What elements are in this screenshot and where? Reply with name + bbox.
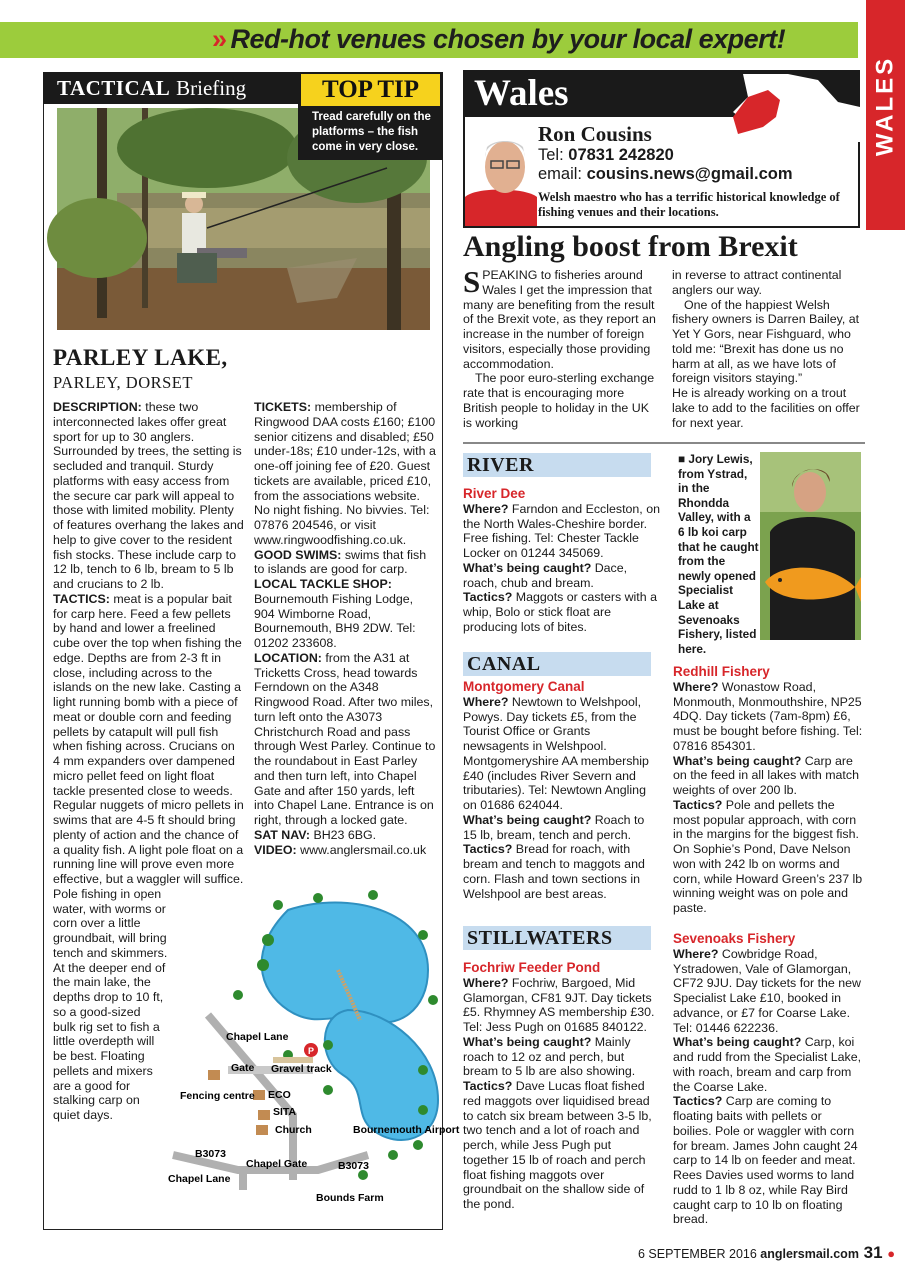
map-label-chapel-lane-bottom: Chapel Lane [168, 1173, 231, 1185]
photo-caption: ■ Jory Lewis, from Ystrad, in the Rhondda Valley, with a 6 lb koi carp that he caught from the newly opened Specialist Lake at Sevenoaks Fishery, listed here. [678, 452, 759, 656]
story-paragraph-4: One of the happiest Welsh fishery owners is Darren Bailey, at Yet Y Gors, near Fishguard, who told me: “Brexit has done us no harm at all, as we have lots of foreign visitors staying.” [672, 297, 860, 386]
expert-name: Ron Cousins [538, 122, 652, 146]
region-title: Wales [474, 73, 569, 114]
banner-headline: » Red-hot venues chosen by your local expert! [212, 24, 786, 54]
venue-title: PARLEY LAKE, [53, 345, 228, 370]
page-number: 31 [858, 1243, 888, 1262]
square-bullet-icon: ■ [678, 452, 689, 466]
fochriw-venue-name: Fochriw Feeder Pond [463, 960, 601, 975]
expert-description: Welsh maestro who has a terrific historical knowledge of fishing venues and their locations. [538, 190, 840, 219]
story-paragraph-3: in reverse to attract continental anglers our way. [672, 268, 842, 297]
venue-location: PARLEY, DORSET [53, 373, 193, 392]
tackle-shop-paragraph: LOCAL TACKLE SHOP: Bournemouth Fishing Lodge, 904 Wimborne Road, Bournemouth, BH9 2DW. Tel: 01202 233608. [254, 577, 416, 650]
story-headline: Angling boost from Brexit [463, 230, 798, 263]
map-label-airport: Bournemouth Airport [353, 1124, 460, 1136]
page-footer: 6 SEPTEMBER 2016 anglersmail.com 31 ● [638, 1243, 896, 1262]
expert-portrait [465, 117, 537, 226]
canal-venue-name: Montgomery Canal [463, 679, 585, 694]
video-paragraph: VIDEO: www.anglersmail.co.uk [254, 842, 427, 857]
map-label-church: Church [275, 1124, 312, 1136]
red-dot-icon: ● [887, 1246, 896, 1261]
tactics-paragraph-narrow: Pole fishing in open water, with worms or corn over a little groundbait, will bring tench and skimmers. [53, 886, 168, 960]
canal-heading: CANAL [463, 652, 651, 676]
story-lead: SPEAKING to fisheries around Wales I get the impression that many are benefiting from the result of the Brexit vote, as they report an increase in the number of foreign visitors, especially those providing accommodation. [463, 264, 656, 371]
map-label-gate: Gate [231, 1062, 255, 1074]
story-column-one [463, 264, 659, 430]
map-label-sita: SITA [273, 1106, 297, 1118]
map-label-b3073-left: B3073 [195, 1148, 226, 1160]
stillwaters-section: Fochriw Feeder Pond Where? Fochriw, Bargoed, Mid Glamorgan, CF81 9JT. Day tickets £5. Rhymney AS membership £30. Tel: Jess Pugh on 01685 840122. What’s being caught? Mainly roach to 12 oz and perch, but bream to 5 lb are also showing. Tactics? Dave Lucas float fished red maggots over liquidised bread to catch six bream between 3-5 lb, two tench and a lot of roach and perch, while Jess Pugh put together 15 lb of roach and perch float fishing maggots over groundbait on the shallow side of the pond. [463, 961, 659, 1212]
region-side-tab: WALES [866, 0, 905, 230]
tactics-paragraph-narrow-2: At the deeper end of the main lake, the depths drop to 10 ft, so a good-sized bulk rig set to fish a little overdepth will be best. Floating pellets and mixers are a good for stalking carp on quiet days. [53, 960, 166, 1122]
location-paragraph: LOCATION: from the A31 at Tricketts Cross, head towards Ferndown on the A348 Ringwood Road. After two miles, turn left onto the A3073 Christchurch Road and pass through West Parley. Continue to the roundabout in East Parley and then turn left, into Chapel Gate and after 150 yards, left into Chapel Lane. Entrance is on right, through a locked gate. [254, 650, 436, 827]
river-venue-name: River Dee [463, 486, 526, 501]
venue-column-two [254, 400, 436, 857]
top-tip-box: TOP TIP Tread carefully on the platforms – the fish come in very close. [298, 72, 443, 160]
story-column-two [672, 268, 862, 430]
angler-koi-photo [760, 452, 861, 640]
chevron-double-icon: » [212, 24, 227, 54]
stillwaters-heading: STILLWATERS [463, 926, 651, 950]
expert-email: email: cousins.news@gmail.com [538, 165, 793, 183]
redhill-section: Redhill Fishery Where? Wonastow Road, Monmouth, Monmouthshire, NP25 4DQ. Day tickets (7am-8pm) £6, must be bought before fishing. Tel: 07816 854301. What’s being caught? Carp are on the feed in all lakes with match weights of over 200 lb. Tactics? Pole and pellets the most popular approach, with corn in the margins for the biggest fish. On Sophie’s Pond, Dave Nelson won with 242 lb on worms and corn, while Howard Green’s 237 lb winning weight was on pole and paste. [673, 664, 863, 915]
map-label-parking: P [308, 1046, 315, 1056]
story-paragraph-5: He is already working on a trout lake to add to the facilities on offer for next year. [672, 386, 860, 430]
tactics-paragraph: TACTICS: meat is a popular bait for carp here. Feed a few pellets by hand and lower a freelined cube over the top when fishing the edge. Depths are from 2-3 ft in close, including across to the islands on the new lake. Casting a light running bomb with a piece of meat or double corn and feeding pellets by catapult will pull fish when fishing across. Crucians on 4 mm expanders over dampened micro pellet feed on light float tackle presented close to weeds. Regular nuggets of micro pellets in swims that are 4-5 ft should bring plenty of action and the chance of a quality fish. A light pole float on a running line will prove even more effective, but a waggler will suffice. [53, 591, 244, 886]
map-label-b3073-right: B3073 [338, 1160, 369, 1172]
map-label-bounds-farm: Bounds Farm [316, 1192, 384, 1204]
section-divider [463, 442, 865, 444]
satnav-paragraph: SAT NAV: BH23 6BG. [254, 827, 377, 842]
story-paragraph-2: The poor euro-sterling exchange rate that is encouraging more British people to holiday in the UK is working [463, 371, 655, 430]
expert-phone: Tel: 07831 242820 [538, 146, 674, 164]
canal-section: Montgomery Canal Where? Newtown to Welshpool, Powys. Day tickets £5, from the Tourist Office or Grants newsagents in Welshpool. Montgomeryshire AA membership £40 (includes River Severn and tributaries). Tel: Newtown Angling on 01686 624044. What’s being caught? Roach to 15 lb, bream, tench and perch. Tactics? Bread for roach, with bream and tench to maggots and corn. Flash and town sections in Welshpool are best areas. [463, 680, 659, 901]
sevenoaks-venue-name: Sevenoaks Fishery [673, 931, 796, 946]
map-label-fencing: Fencing centre [180, 1090, 255, 1102]
good-swims-paragraph: GOOD SWIMS: swims that fish to islands are good for carp. [254, 547, 427, 577]
venue-map [168, 890, 460, 1220]
river-section: River Dee Where? Farndon and Eccleston, on the North Wales-Cheshire border. Free fishing. Tel: Chester Tackle Locker on 01244 345069. What’s being caught? Dace, roach, chub and bream. Tactics? Maggots or casters with a whip, Bolo or stick float are producing lots of bites. [463, 487, 663, 635]
map-label-chapel-gate: Chapel Gate [246, 1158, 308, 1170]
river-heading: RIVER [463, 453, 651, 477]
tactical-briefing-heading: TACTICAL Briefing [43, 72, 298, 104]
map-label-eco: ECO [268, 1089, 291, 1101]
map-label-chapel-lane-top: Chapel Lane [226, 1031, 289, 1043]
tickets-paragraph: TICKETS: membership of Ringwood DAA costs £160; £100 senior citizens and disabled; £50 under-18s; £10 under-12s, with a one-off joining fee of £20. Guest tickets are available, priced £10, from the associations website. No night fishing. No bivvies. Tel: 07876 204546, or visit www.ringwoodfishing.co.uk. [254, 400, 436, 547]
description-paragraph: DESCRIPTION: these two interconnected lakes offer great sport for up to 30 anglers. Surrounded by trees, the setting is secluded and tranquil. Sturdy platforms with easy access from the secure car park will appeal to those with limited mobility. Plenty of features overhang the lakes and help to give cover to the resident fish stocks. These include carp to 12 lb, tench to 6 lb, bream to 5 lb and crucians to 2 lb. [53, 400, 244, 591]
redhill-venue-name: Redhill Fishery [673, 664, 770, 679]
sevenoaks-section: Sevenoaks Fishery Where? Cowbridge Road, Ystradowen, Vale of Glamorgan, CF72 9JU. Day tickets for the new Specialist Lake £10, booked in advance, or £7 for Coarse Lake. Tel: 01446 622236. What’s being caught? Carp, koi and rudd from the Specialist Lake, with roach, bream and carp from the Coarse Lake. Tactics? Carp are coming to floating baits with pellets or boilies. Pole or waggler with corn for bream. James John caught 24 carp to 14 lb on feeder and meat. Rees Davies used worms to land rudd to 1 lb 8 oz, while Ray Bird caught carp to 10 lb on floating bread. [673, 931, 862, 1227]
map-label-gravel-track: Gravel track [271, 1063, 332, 1075]
wales-map-icon [718, 72, 860, 142]
